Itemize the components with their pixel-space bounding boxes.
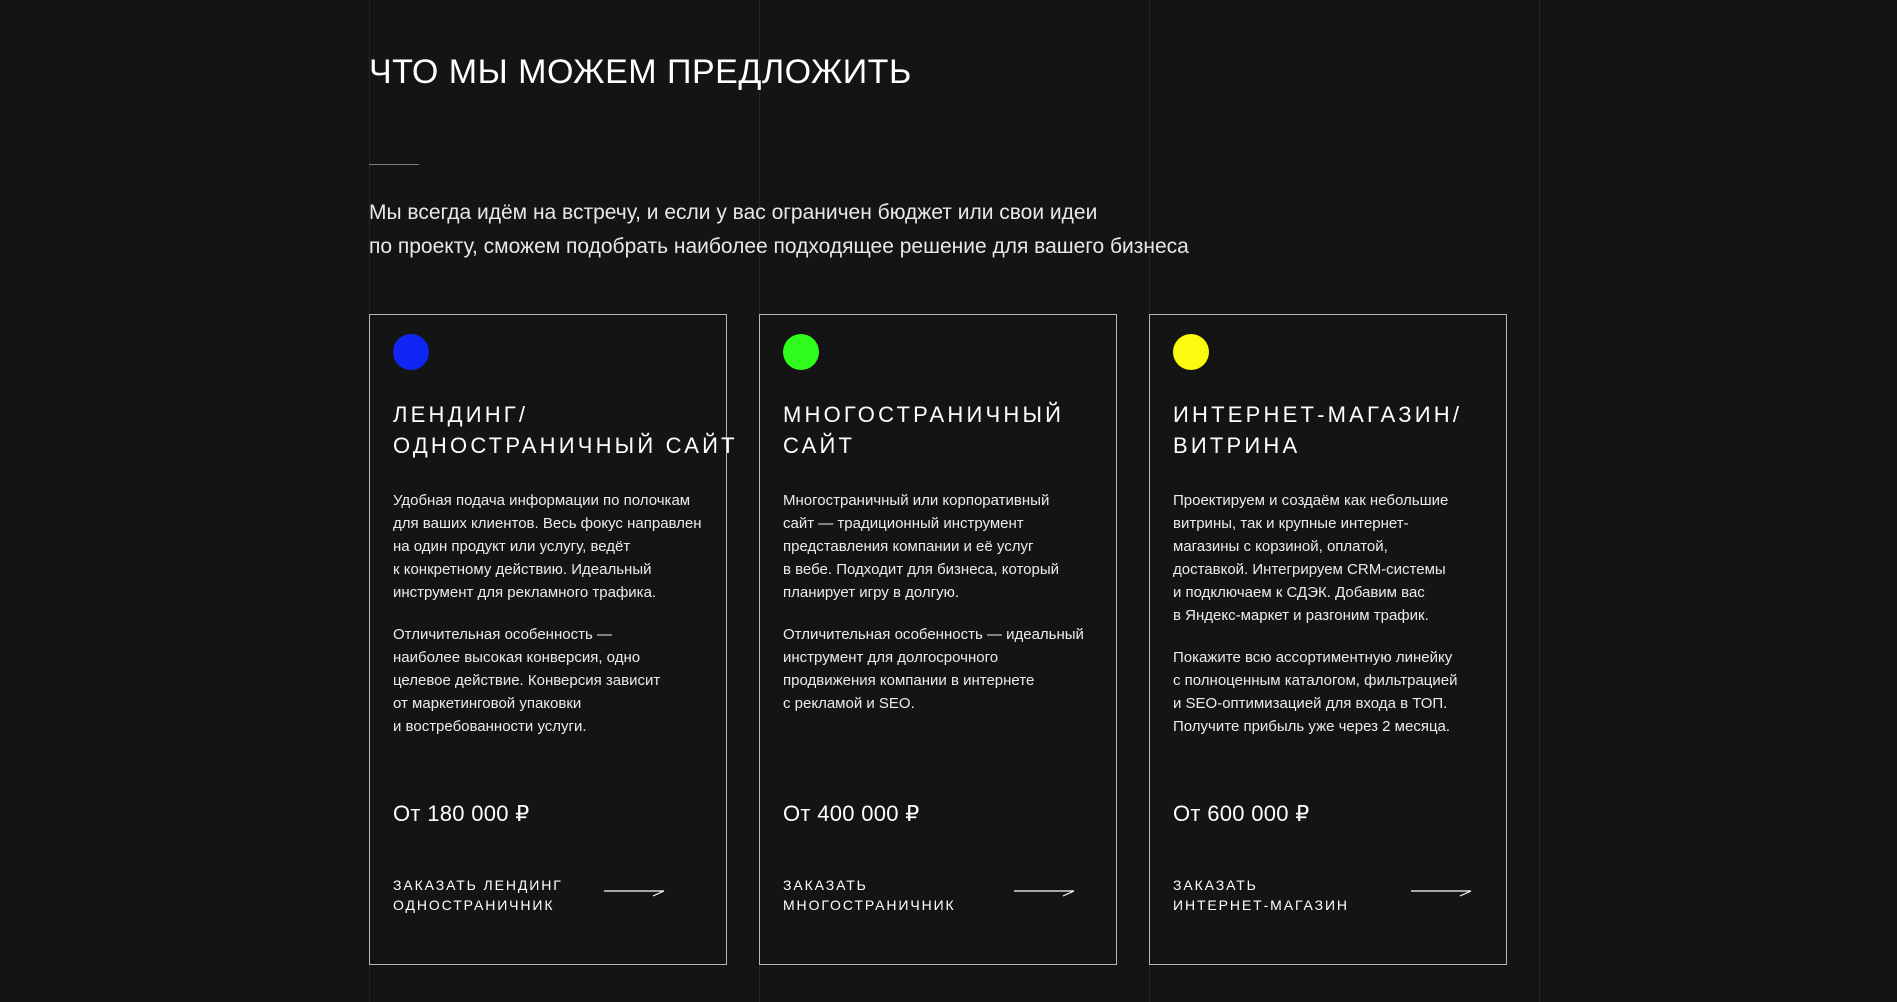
card-paragraph bbox=[783, 489, 1106, 604]
title-divider bbox=[369, 164, 419, 165]
yellow-dot-icon bbox=[1173, 334, 1209, 370]
card-description bbox=[1173, 489, 1496, 757]
card-title-line: ИНТЕРНЕТ-МАГАЗИН/ bbox=[1173, 402, 1463, 427]
service-card-multipage bbox=[759, 314, 1117, 965]
desc-line: с рекламой и SEO. bbox=[783, 695, 915, 712]
desc-line: от маркетинговой упаковки bbox=[393, 695, 582, 712]
order-eshop-button[interactable] bbox=[1173, 875, 1494, 919]
desc-line: представления компании и её услуг bbox=[783, 538, 1034, 555]
desc-line: целевое действие. Конверсия зависит bbox=[393, 672, 661, 689]
card-title bbox=[393, 399, 738, 461]
desc-line: к конкретному действию. Идеальный bbox=[393, 561, 652, 578]
card-description bbox=[393, 489, 716, 757]
intro-line: по проекту, сможем подобрать наиболее подходящее решение для вашего бизнеса bbox=[369, 235, 1189, 258]
desc-line: Отличительная особенность — идеальный bbox=[783, 626, 1084, 643]
desc-line: в Яндекс-маркет и разгоним трафик. bbox=[1173, 607, 1429, 624]
order-label bbox=[393, 875, 563, 915]
desc-line: продвижения компании в интернете bbox=[783, 672, 1035, 689]
card-title-line: САЙТ bbox=[783, 433, 856, 458]
desc-line: на один продукт или услугу, ведёт bbox=[393, 538, 631, 555]
order-label bbox=[1173, 875, 1349, 915]
desc-line: в вебе. Подходит для бизнеса, который bbox=[783, 561, 1060, 578]
desc-line: и подключаем к СДЭК. Добавим вас bbox=[1173, 584, 1425, 601]
desc-line: витрины, так и крупные интернет- bbox=[1173, 515, 1409, 532]
arrow-right-icon bbox=[1014, 885, 1076, 897]
desc-line: Получите прибыль уже через 2 месяца. bbox=[1173, 718, 1451, 735]
desc-line: магазины с корзиной, оплатой, bbox=[1173, 538, 1388, 555]
card-paragraph bbox=[1173, 646, 1496, 738]
card-title-line: МНОГОСТРАНИЧНЫЙ bbox=[783, 402, 1065, 427]
card-paragraph bbox=[783, 623, 1106, 715]
card-title-line: ОДНОСТРАНИЧНЫЙ САЙТ bbox=[393, 433, 738, 458]
desc-line: Отличительная особенность — bbox=[393, 626, 612, 643]
order-landing-button[interactable] bbox=[393, 875, 714, 919]
order-label-line: ЗАКАЗАТЬ bbox=[783, 877, 868, 893]
card-paragraph bbox=[393, 489, 716, 604]
card-title bbox=[1173, 399, 1498, 461]
desc-line: сайт — традиционный инструмент bbox=[783, 515, 1024, 532]
desc-line: планирует игру в долгую. bbox=[783, 584, 960, 601]
card-paragraph bbox=[1173, 489, 1496, 627]
card-title-line: ЛЕНДИНГ/ bbox=[393, 402, 529, 427]
card-title-line: ВИТРИНА bbox=[1173, 433, 1301, 458]
desc-line: Покажите всю ассортиментную линейку bbox=[1173, 649, 1453, 666]
order-label-line: ИНТЕРНЕТ-МАГАЗИН bbox=[1173, 897, 1349, 913]
order-label-line: ЗАКАЗАТЬ bbox=[1173, 877, 1258, 893]
arrow-right-icon bbox=[604, 885, 666, 897]
green-dot-icon bbox=[783, 334, 819, 370]
desc-line: Удобная подача информации по полочкам bbox=[393, 492, 691, 509]
desc-line: с полноценным каталогом, фильтрацией bbox=[1173, 672, 1458, 689]
order-label-line: МНОГОСТРАНИЧНИК bbox=[783, 897, 956, 913]
order-multipage-button[interactable] bbox=[783, 875, 1104, 919]
blue-dot-icon bbox=[393, 334, 429, 370]
card-paragraph bbox=[393, 623, 716, 738]
desc-line: Многостраничный или корпоративный bbox=[783, 492, 1050, 509]
desc-line: и SEO-оптимизацией для входа в ТОП. bbox=[1173, 695, 1448, 712]
price-label: От 600 000 ₽ bbox=[1173, 801, 1310, 826]
price-label: От 180 000 ₽ bbox=[393, 801, 530, 826]
order-label-line: ЗАКАЗАТЬ ЛЕНДИНГ bbox=[393, 877, 563, 893]
price-label: От 400 000 ₽ bbox=[783, 801, 920, 826]
grid-line bbox=[1539, 0, 1540, 1002]
service-card-eshop bbox=[1149, 314, 1507, 965]
desc-line: инструмент для долгосрочного bbox=[783, 649, 999, 666]
desc-line: доставкой. Интегрируем CRM-системы bbox=[1173, 561, 1446, 578]
order-label bbox=[783, 875, 956, 915]
card-title bbox=[783, 399, 1108, 461]
order-label-line: ОДНОСТРАНИЧНИК bbox=[393, 897, 555, 913]
intro-text bbox=[369, 196, 1189, 264]
arrow-right-icon bbox=[1411, 885, 1473, 897]
desc-line: для ваших клиентов. Весь фокус направлен bbox=[393, 515, 702, 532]
desc-line: инструмент для рекламного трафика. bbox=[393, 584, 657, 601]
desc-line: наиболее высокая конверсия, одно bbox=[393, 649, 641, 666]
desc-line: и востребованности услуги. bbox=[393, 718, 587, 735]
intro-line: Мы всегда идём на встречу, и если у вас ограничен бюджет или свои идеи bbox=[369, 201, 1098, 224]
service-card-landing bbox=[369, 314, 738, 965]
card-description bbox=[783, 489, 1106, 734]
desc-line: Проектируем и создаём как небольшие bbox=[1173, 492, 1449, 509]
section-title: ЧТО МЫ МОЖЕМ ПРЕДЛОЖИТЬ bbox=[369, 53, 912, 91]
